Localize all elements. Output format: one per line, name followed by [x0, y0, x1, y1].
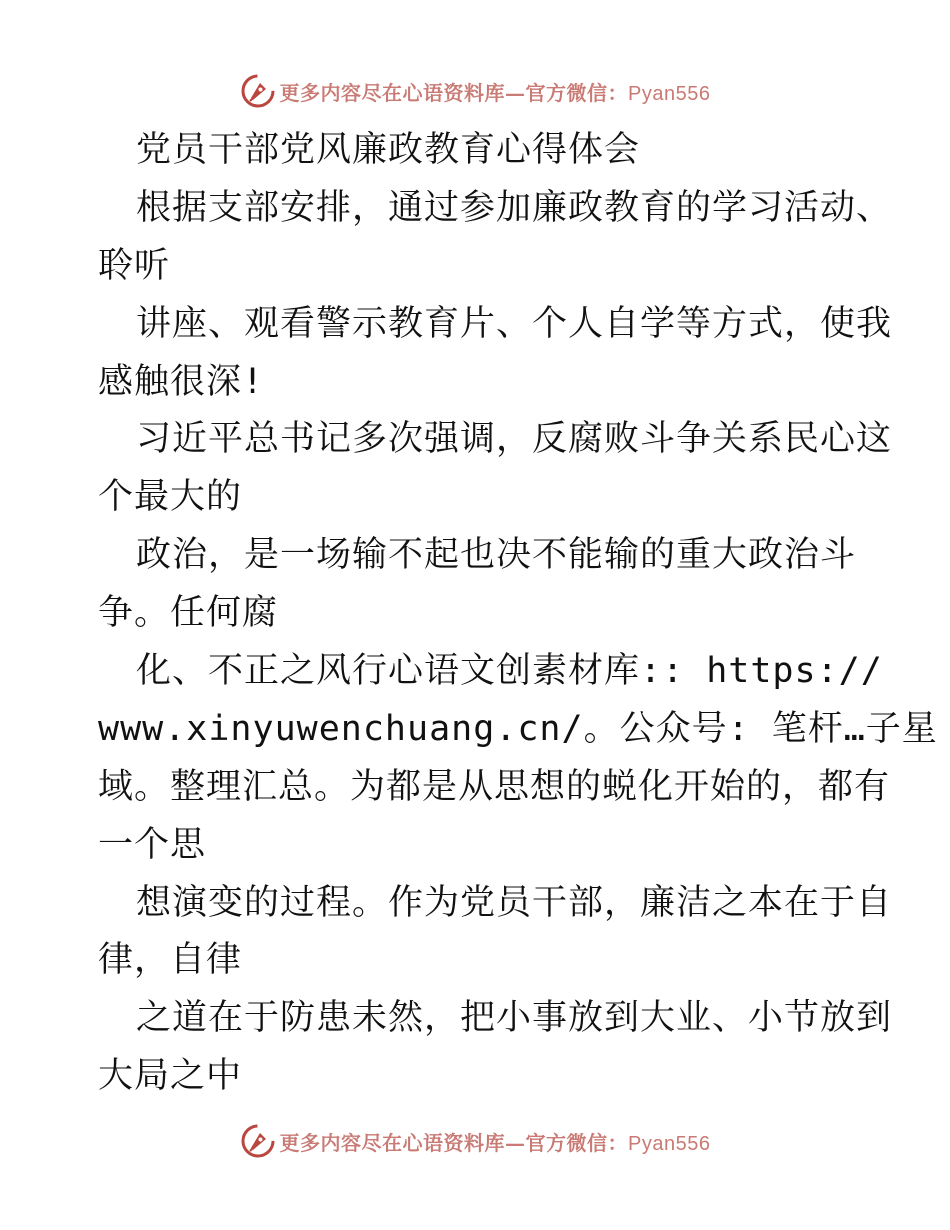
banner-text: 更多内容尽在心语资料库—官方微信：Pyan556 — [279, 1130, 711, 1155]
paragraph-line: 之道在于防患未然，把小事放到大业、小节放到 — [136, 998, 893, 1039]
wechat-id: Pyan556 — [628, 82, 711, 105]
paragraph-line: 想演变的过程。作为党员干部，廉洁之本在于自 — [136, 882, 893, 923]
paragraph-line: 感触很深! — [98, 361, 265, 402]
footer-watermark-banner — [0, 1121, 950, 1161]
paragraph-line: 习近平总书记多次强调，反腐败斗争关系民心这 — [136, 419, 893, 460]
paragraph-line: 个最大的 — [98, 477, 243, 518]
banner-text: 更多内容尽在心语资料库—官方微信：Pyan556 — [279, 80, 711, 105]
paragraph-line: 大局之中 — [98, 1056, 243, 1097]
paragraph-line: www.xinyuwenchuang.cn/。公众号: 笔杆…子星 — [98, 708, 938, 749]
pen-nib-logo-icon — [240, 1123, 276, 1159]
header-watermark-banner — [0, 71, 950, 111]
paragraph-line: 律，自律 — [98, 940, 243, 981]
paragraph-line: 根据支部安排，通过参加廉政教育的学习活动、 — [136, 187, 893, 228]
paragraph-line: 争。任何腐 — [98, 593, 279, 634]
paragraph-line: 讲座、观看警示教育片、个人自学等方式，使我 — [136, 303, 893, 344]
paragraph-line: 域。整理汇总。为都是从思想的蜕化开始的，都有 — [98, 766, 891, 807]
document-title: 党员干部党风廉政教育心得体会 — [136, 130, 641, 170]
wechat-id: Pyan556 — [628, 1132, 711, 1155]
paragraph-line: 聆听 — [98, 245, 171, 286]
paragraph-line: 一个思 — [98, 824, 207, 865]
pen-nib-logo-icon — [240, 73, 276, 109]
document-body — [98, 122, 938, 1106]
paragraph-line: 政治，是一场输不起也决不能输的重大政治斗 — [136, 535, 857, 576]
paragraph-line: 化、不正之风行心语文创素材库:: https:// — [136, 651, 883, 692]
